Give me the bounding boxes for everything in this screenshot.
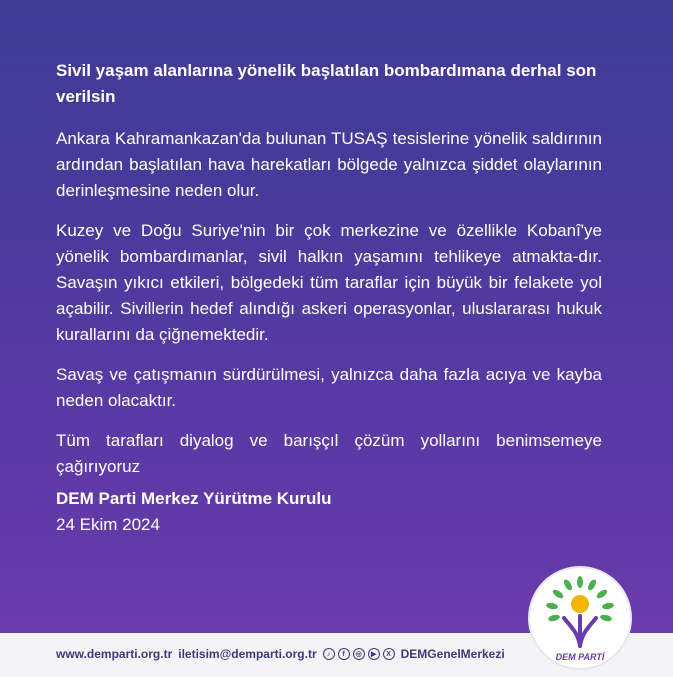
social-handle[interactable]: DEMGenelMerkezi [400,647,505,661]
social-icons [323,648,395,660]
paragraph-2: Kuzey ve Doğu Suriye'nin bir çok merkezine ve özellikle Kobanî'ye yönelik bombardımanlar, sivil halkın yaşamını tehlikeye atmakta-dır. Savaşın yıkıcı etkileri, bölgedeki tüm taraflar için büyük bir felakete yol açabilir. Sivillerin hedef alındığı askeri operasyonlar, uluslararası hukuk kurallarını da çiğnemektedir. [56,221,602,344]
figure-icon [564,616,596,646]
dem-parti-logo [530,568,630,668]
logo-graphic [530,568,630,668]
sun-icon [571,595,589,613]
x-icon[interactable]: X [383,648,395,660]
instagram-icon[interactable]: ◎ [353,648,365,660]
paragraph-4: Tüm tarafları diyalog ve barışçıl çözüm yollarını benimsemeye çağırıyoruz [56,431,602,476]
youtube-icon[interactable]: ▶ [368,648,380,660]
signature: DEM Parti Merkez Yürütme Kurulu [56,489,332,508]
headline: Sivil yaşam alanlarına yönelik başlatılan bombardımana derhal son verilsin [56,61,597,106]
date: 24 Ekim 2024 [56,515,160,534]
facebook-icon[interactable]: f [338,648,350,660]
footer-contacts [56,647,505,661]
logo-text: DEM PARTİ [555,652,605,662]
website-link[interactable]: www.demparti.org.tr [56,647,173,661]
email-link[interactable]: iletisim@demparti.org.tr [178,647,317,661]
paragraph-1: Ankara Kahramankazan'da bulunan TUSAŞ tesislerine yönelik saldırının ardından başlatılan hava harekatları bölgede yalnızca şiddet olaylarının derinleşmesine neden olur. [56,129,602,200]
tiktok-icon[interactable]: ♪ [323,648,335,660]
paragraph-3: Savaş ve çatışmanın sürdürülmesi, yalnızca daha fazla acıya ve kayba neden olacaktır. [56,365,602,410]
statement-content [56,58,602,538]
